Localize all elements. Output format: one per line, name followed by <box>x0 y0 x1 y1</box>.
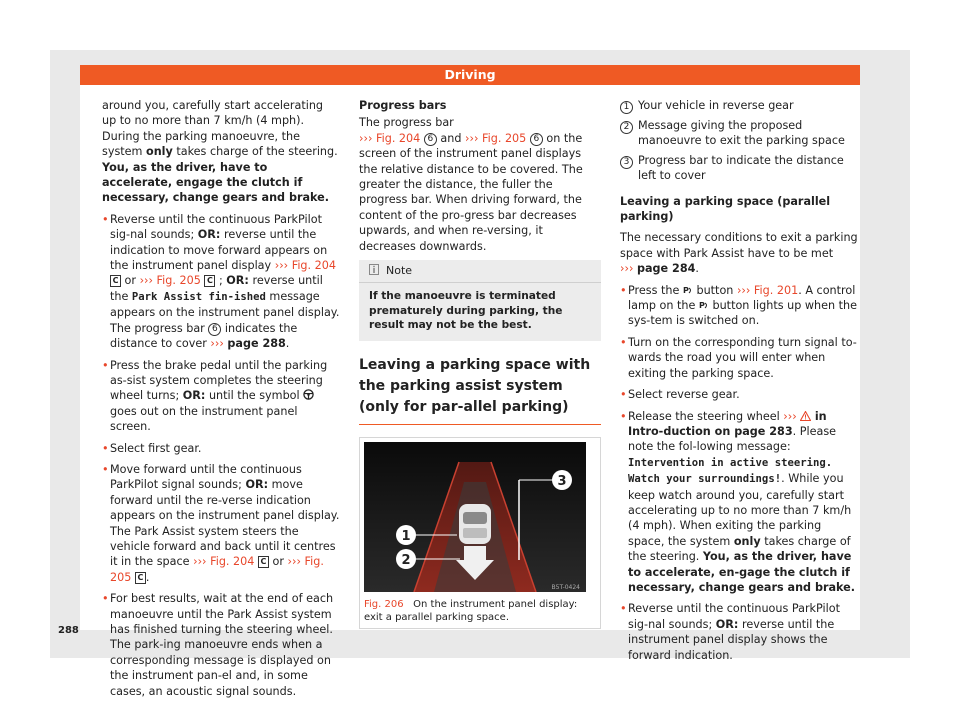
legend-item <box>620 98 860 114</box>
park-assist-icon <box>683 285 693 295</box>
body-text: The progress bar <box>359 116 454 130</box>
driver-warning: You, as the driver, have to accelerate, engage the clutch if necessary, change gears and brake. <box>102 160 330 205</box>
step-best-results <box>102 591 340 699</box>
or-label: OR: <box>715 617 739 631</box>
step-text: Select reverse gear. <box>628 388 740 402</box>
figure-206 <box>359 437 601 629</box>
legend-item <box>620 118 860 149</box>
step-text: reverse until the instrument panel display shows the forward indication. <box>628 617 835 662</box>
step-text: goes out on the instrument panel screen. <box>110 404 298 434</box>
conditions-paragraph <box>620 230 860 276</box>
info-icon <box>369 264 379 275</box>
ref-arrows: ››› <box>620 262 634 276</box>
step-text: Select first gear. <box>110 441 202 455</box>
page-284-link[interactable]: page 284 <box>636 262 696 276</box>
intro-text-2: takes charge of the steering. <box>172 145 338 159</box>
message-park-assist-finished: Park Assist fin-ished <box>131 290 266 303</box>
figure-caption <box>364 598 596 624</box>
step-release-wheel <box>620 409 860 596</box>
legend-text: Progress bar to indicate the distance left to cover <box>638 153 844 183</box>
page-288-link[interactable]: page 288 <box>227 337 286 351</box>
step-reverse-until <box>620 601 860 663</box>
step-text: indicates the distance to cover <box>110 321 298 351</box>
step-text: takes charge of the steering. <box>628 534 851 564</box>
step-text: Press the brake pedal until the parking as-sist system completes the steering wheel turns; <box>110 358 328 403</box>
legend-number: 3 <box>620 156 633 169</box>
step-text: Release the steering wheel <box>628 409 784 423</box>
punct: . <box>145 570 150 584</box>
body-text: The necessary conditions to exit a parking space with Park Assist have to be met <box>620 231 858 260</box>
caption-text: On the instrument panel display: exit a parallel parking space. <box>364 598 578 623</box>
svg-text:P: P <box>682 285 689 295</box>
ref-arrows: ››› <box>287 555 301 569</box>
fig-204-link[interactable]: Fig. 204 <box>375 131 421 145</box>
step-press-button <box>620 283 860 329</box>
step-move-forward <box>102 462 340 585</box>
callout-3: 3 <box>557 473 567 489</box>
or-word: or <box>268 555 288 569</box>
column-left <box>102 98 340 705</box>
ref-arrows: ››› <box>465 131 479 145</box>
or-word: or <box>121 274 140 288</box>
legend-text: Message giving the proposed manoeuvre to exit the parking space <box>638 119 845 148</box>
progress-paragraph <box>359 115 601 254</box>
driver-warning: You, as the driver, have to accelerate, en-gage the clutch if necessary, change gears and brake. <box>628 550 856 594</box>
step-reverse-gear <box>620 387 860 402</box>
emphasis-only: only <box>146 145 173 159</box>
ref-arrows: ››› <box>783 409 797 423</box>
or-label: OR: <box>226 274 249 288</box>
punct: . <box>285 337 290 351</box>
fig-205-link[interactable]: Fig. 205 <box>482 131 527 145</box>
callout-6: 6 <box>530 133 543 146</box>
step-text: message appears on the instrument panel display. The progress bar <box>110 289 340 335</box>
note-label: Note <box>386 264 413 278</box>
callout-6: 6 <box>208 323 221 336</box>
step-text: reverse until the indication to move forward appears on the instrument panel display <box>110 228 328 273</box>
legend-number: 2 <box>620 121 633 134</box>
legend-number: 1 <box>620 101 633 114</box>
step-text: Move forward until the continuous ParkPilot signal sounds; <box>110 462 302 492</box>
step-text: . Please note the fol-lowing message: <box>628 424 837 454</box>
park-assist-icon <box>699 300 709 310</box>
warning-triangle-icon <box>800 411 811 421</box>
note-header <box>359 260 601 283</box>
intro-page-283-link[interactable]: in Intro-duction on page 283 <box>628 409 827 438</box>
emphasis-only: only <box>733 534 761 548</box>
body-text: on the screen of the instrument panel displays the relative distance to be covered. The greater the distance, the fuller the progress bar. When driving forward, the content of the pro-gress bar decreases upwards, and when re-versing, it decreases downwards. <box>359 131 583 253</box>
figure-label: Fig. 206 <box>364 598 404 610</box>
fig-204-link[interactable]: Fig. 204 <box>291 259 336 273</box>
fig-205-link[interactable]: Fig. 205 <box>156 274 201 288</box>
ref-arrows: ››› <box>210 337 224 351</box>
note-box <box>359 260 601 341</box>
chapter-header: Driving <box>80 65 860 85</box>
legend-text: Your vehicle in reverse gear <box>638 99 794 112</box>
step-text: Reverse until the continuous ParkPilot sig-nal sounds; <box>628 602 840 631</box>
punct: . <box>695 262 699 276</box>
note-text: If the manoeuvre is terminated prematurely during parking, the result may not be the best. <box>369 290 563 332</box>
step-text: Reverse until the continuous ParkPilot sig-nal sounds; <box>110 212 322 242</box>
intro-text: around you, carefully start accelerating up to no more than 7 km/h (4 mph). During the parking manoeuvre, the system <box>102 99 324 159</box>
ref-arrows: ››› <box>274 259 289 273</box>
legend-item <box>620 153 860 184</box>
message-intervention: Intervention in active steering. Watch your surroundings! <box>628 456 833 486</box>
fig-201-link[interactable]: Fig. 201 <box>753 283 799 297</box>
or-label: OR: <box>182 389 206 403</box>
step-text: reverse until the <box>110 274 323 303</box>
column-right <box>620 98 860 669</box>
intro-paragraph <box>102 98 340 206</box>
callout-c: C <box>110 275 121 287</box>
callout-c: C <box>135 572 146 584</box>
step-brake <box>102 358 340 435</box>
and-word: and <box>436 131 466 145</box>
ref-arrows: ››› <box>193 555 207 569</box>
step-text: . While you keep watch around you, carefully start accelerating up to no more than 7 km/h (4 mph). When exiting the parking space, the system <box>628 472 852 548</box>
fig-204-link[interactable]: Fig. 204 <box>210 555 255 569</box>
callout-c: C <box>204 275 215 287</box>
step-text: button lights up when the sys-tem is switched on. <box>628 299 858 328</box>
callout-c: C <box>258 556 269 568</box>
image-code: B5T-0424 <box>551 583 580 591</box>
step-text: . A control lamp on the <box>628 283 856 313</box>
step-reverse: • Reverse until the continuous ParkPilot sig-nal sounds; OR: reverse until the indication to move forward appears on the instrument panel display ››› Fig. 204 C or ››› Fig. 205 C ; OR: reverse until the Park Assist fin-ished message appears on the instrument panel display. The progress bar 6 indicates the distance to cover ››› page 288. <box>102 212 340 352</box>
svg-text:P: P <box>698 301 705 311</box>
parking-display-image <box>364 442 586 592</box>
callout-2: 2 <box>401 552 411 568</box>
step-text: move forward until the re-verse indication appears on the instrument panel display. The Park Assist system steers the vehicle forward and back until it centres it in the space <box>110 478 340 569</box>
callout-1: 1 <box>401 528 411 544</box>
step-first-gear <box>102 441 340 456</box>
step-turn-signal <box>620 335 860 381</box>
or-label: OR: <box>245 478 269 492</box>
fig-205-link[interactable]: Fig. 205 <box>110 555 324 584</box>
steering-wheel-icon <box>303 389 314 400</box>
or-label: OR: <box>197 228 221 242</box>
step-text: button <box>692 283 737 297</box>
step-text: Press the <box>628 283 683 297</box>
callout-6: 6 <box>424 133 437 146</box>
progress-bars-heading: Progress bars <box>359 99 447 112</box>
ref-arrows: ››› <box>139 274 153 288</box>
section-title: Leaving a parking space with the parking assist system (only for par-allel parking) <box>359 355 601 425</box>
step-text: Turn on the corresponding turn signal to-wards the road you will enter when exiting the parking space. <box>628 335 857 380</box>
column-middle <box>359 98 601 629</box>
step-text: until the symbol <box>205 389 304 403</box>
step-text: For best results, wait at the end of each manoeuvre until the Park Assist system has finished turning the steering wheel. The park-ing manoeuvre ends when a corresponding message is displayed on the instrument pan-el and, in some cases, an acoustic signal sounds. <box>110 592 334 698</box>
ref-arrows: ››› <box>736 283 751 297</box>
subheading: Leaving a parking space (parallel parking) <box>620 194 831 224</box>
page-number: 288 <box>58 625 79 636</box>
ref-arrows: ››› <box>359 131 373 145</box>
